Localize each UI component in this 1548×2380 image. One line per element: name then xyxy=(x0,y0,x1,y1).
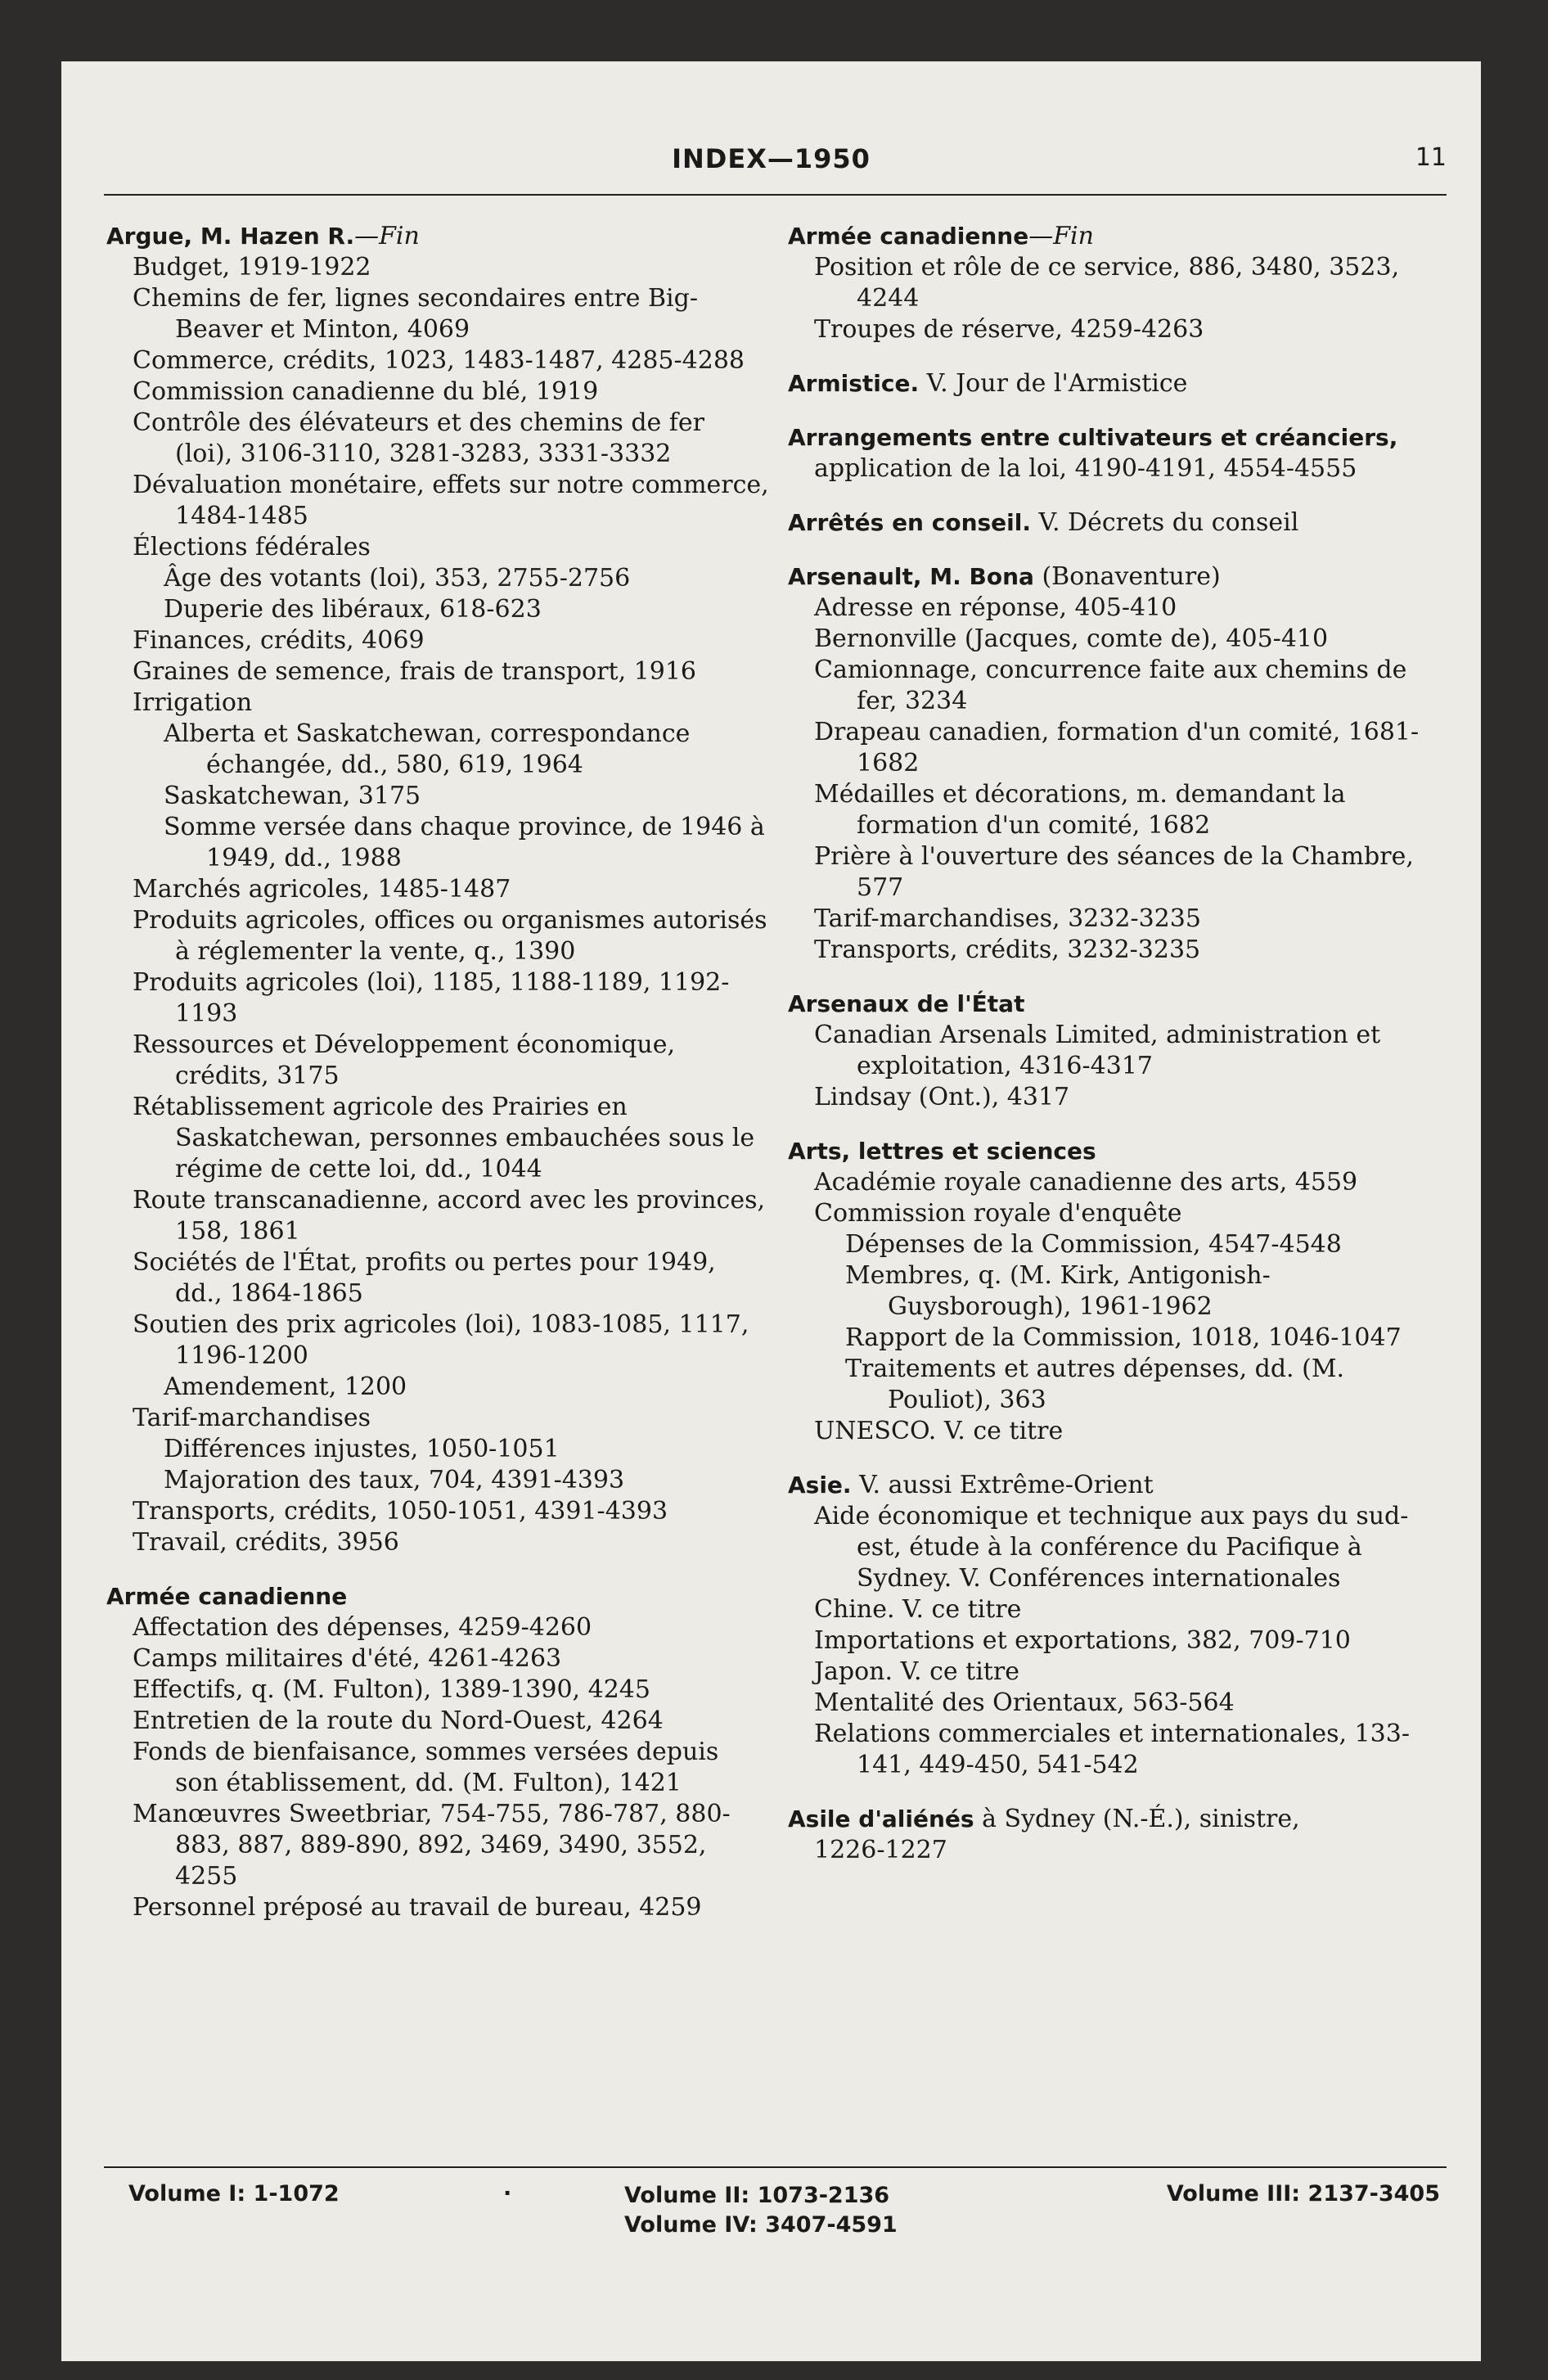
subentry: UNESCO. V. ce titre xyxy=(814,1417,1064,1445)
volume-footer xyxy=(61,2181,1481,2255)
subentry: Camionnage, concurrence faite aux chemins de fer, 3234 xyxy=(814,656,1407,715)
index-entry xyxy=(788,561,1447,966)
subentry: Transports, crédits, 1050-1051, 4391-4393 xyxy=(133,1497,668,1526)
subentry: Japon. V. ce titre xyxy=(814,1657,1019,1686)
index-column-right xyxy=(788,221,1447,1866)
entry-heading-suffix: à Sydney (N.-É.), sinistre, xyxy=(974,1805,1300,1833)
subentry: Tarif-marchandises, 3232-3235 xyxy=(814,904,1201,933)
footer-rule xyxy=(104,2166,1447,2168)
index-entry xyxy=(788,1470,1447,1781)
subentry: Graines de semence, frais de transport, 1916 xyxy=(133,657,697,686)
index-entry xyxy=(788,422,1447,485)
entry-heading xyxy=(788,422,1447,453)
page-number: 11 xyxy=(1415,143,1447,172)
entry-heading-text: Arsenaux de l'État xyxy=(788,990,1025,1017)
entry-heading-text: Arts, lettres et sciences xyxy=(788,1138,1096,1165)
entry-heading-text: Arrangements entre cultivateurs et créanciers, xyxy=(788,424,1398,451)
sub-subentry: Dépenses de la Commission, 4547-4548 xyxy=(845,1230,1342,1259)
sub-subentry: Duperie des libéraux, 618-623 xyxy=(164,595,542,624)
subentry: 1226-1227 xyxy=(814,1836,947,1864)
subentry: Prière à l'ouverture des séances de la Chambre, 577 xyxy=(814,842,1414,902)
entry-heading xyxy=(106,1581,769,1612)
entry-heading xyxy=(788,368,1447,399)
subentry: Chine. V. ce titre xyxy=(814,1595,1022,1624)
subentry: Personnel préposé au travail de bureau, 4259 xyxy=(133,1893,702,1922)
index-entry xyxy=(788,221,1447,345)
subentry: Aide économique et technique aux pays du sud-est, étude à la conférence du Pacifique à Sydney. V. Conférences internationales xyxy=(814,1502,1409,1593)
subentry: Fonds de bienfaisance, sommes versées depuis son établissement, dd. (M. Fulton), 1421 xyxy=(133,1738,719,1797)
subentry: Relations commerciales et internationales, 133-141, 449-450, 541-542 xyxy=(814,1720,1410,1779)
entry-heading-suffix: V. Jour de l'Armistice xyxy=(919,369,1188,398)
subentry: Académie royale canadienne des arts, 4559 xyxy=(814,1168,1358,1197)
sub-subentry: Somme versée dans chaque province, de 1946 à 1949, dd., 1988 xyxy=(164,813,765,872)
entry-heading xyxy=(788,1136,1447,1167)
subentry: Position et rôle de ce service, 886, 3480, 3523, 4244 xyxy=(814,253,1400,313)
entry-heading-text: Argue, M. Hazen R. xyxy=(106,223,355,250)
subentry: Effectifs, q. (M. Fulton), 1389-1390, 4245 xyxy=(133,1675,650,1704)
entry-heading-text: Arsenault, M. Bona xyxy=(788,563,1034,590)
entry-heading-suffix: —Fin xyxy=(1028,222,1094,250)
index-entry xyxy=(788,989,1447,1113)
entry-heading-text: Arrêtés en conseil. xyxy=(788,509,1031,536)
entry-heading xyxy=(788,221,1447,252)
subentry: Adresse en réponse, 405-410 xyxy=(814,593,1177,622)
subentry: application de la loi, 4190-4191, 4554-4555 xyxy=(814,454,1357,483)
index-entry xyxy=(788,1136,1447,1447)
subentry: Route transcanadienne, accord avec les provinces, 158, 1861 xyxy=(133,1186,766,1246)
sub-subentry: Âge des votants (loi), 353, 2755-2756 xyxy=(164,564,631,593)
subentry: Camps militaires d'été, 4261-4263 xyxy=(133,1644,562,1673)
sub-subentry: Traitements et autres dépenses, dd. (M. Pouliot), 363 xyxy=(845,1355,1345,1414)
sub-subentry: Alberta et Saskatchewan, correspondance échangée, dd., 580, 619, 1964 xyxy=(164,719,691,779)
sub-subentry: Amendement, 1200 xyxy=(164,1373,407,1401)
index-entry xyxy=(106,1581,769,1923)
subentry: Médailles et décorations, m. demandant la formation d'un comité, 1682 xyxy=(814,780,1346,840)
subentry: Lindsay (Ont.), 4317 xyxy=(814,1083,1070,1111)
entry-heading-suffix: —Fin xyxy=(354,222,420,250)
entry-heading xyxy=(788,989,1447,1020)
index-entry xyxy=(788,368,1447,399)
subentry: Commerce, crédits, 1023, 1483-1487, 4285-4288 xyxy=(133,346,745,375)
subentry: Mentalité des Orientaux, 563-564 xyxy=(814,1688,1235,1717)
subentry: Marchés agricoles, 1485-1487 xyxy=(133,875,511,904)
subentry: Bernonville (Jacques, comte de), 405-410 xyxy=(814,624,1329,653)
subentry: Contrôle des élévateurs et des chemins de fer (loi), 3106-3110, 3281-3283, 3331-3332 xyxy=(133,408,705,468)
entry-heading-suffix: V. aussi Extrême-Orient xyxy=(851,1471,1154,1499)
index-entry xyxy=(788,507,1447,539)
header-rule xyxy=(104,194,1447,196)
sub-subentry: Différences injustes, 1050-1051 xyxy=(164,1435,560,1463)
subentry: Soutien des prix agricoles (loi), 1083-1085, 1117, 1196-1200 xyxy=(133,1310,749,1370)
sub-subentry: Membres, q. (M. Kirk, Antigonish-Guysborough), 1961-1962 xyxy=(845,1261,1271,1321)
footer-dot: · xyxy=(503,2181,512,2206)
entry-heading-text: Armistice. xyxy=(788,370,920,397)
subentry: Ressources et Développement économique, crédits, 3175 xyxy=(133,1030,675,1090)
volume-2-range: Volume II: 1073-2136 xyxy=(624,2183,890,2208)
subentry: Entretien de la route du Nord-Ouest, 4264 xyxy=(133,1706,664,1735)
index-column-left xyxy=(106,221,769,1923)
subentry: Finances, crédits, 4069 xyxy=(133,626,425,655)
volume-2-4-ranges xyxy=(624,2181,898,2240)
index-page xyxy=(61,61,1481,2361)
subentry: Troupes de réserve, 4259-4263 xyxy=(814,315,1204,344)
subentry: Travail, crédits, 3956 xyxy=(133,1528,399,1557)
entry-heading xyxy=(788,1804,1447,1835)
subentry: Dévaluation monétaire, effets sur notre commerce, 1484-1485 xyxy=(133,471,769,530)
sub-subentry: Saskatchewan, 3175 xyxy=(164,782,421,810)
entry-heading xyxy=(788,507,1447,539)
sub-subentry: Rapport de la Commission, 1018, 1046-1047 xyxy=(845,1323,1402,1352)
subentry: Commission royale d'enquête xyxy=(814,1199,1182,1228)
subentry: Manœuvres Sweetbriar, 754-755, 786-787, 880-883, 887, 889-890, 892, 3469, 3490, 3552, 4255 xyxy=(133,1800,731,1891)
entry-heading xyxy=(106,221,769,252)
subentry: Produits agricoles (loi), 1185, 1188-1189, 1192-1193 xyxy=(133,968,730,1028)
entry-heading-text: Asie. xyxy=(788,1472,852,1499)
subentry: Importations et exportations, 382, 709-710 xyxy=(814,1626,1351,1655)
entry-heading-suffix: (Bonaventure) xyxy=(1033,562,1221,591)
entry-heading xyxy=(788,1470,1447,1501)
entry-heading xyxy=(788,561,1447,593)
sub-subentry: Majoration des taux, 704, 4391-4393 xyxy=(164,1466,625,1494)
subentry: Élections fédérales xyxy=(133,533,371,561)
subentry: Sociétés de l'État, profits ou pertes pour 1949, dd., 1864-1865 xyxy=(133,1248,716,1308)
subentry: Transports, crédits, 3232-3235 xyxy=(814,935,1201,964)
page-title: INDEX—1950 xyxy=(672,143,871,174)
volume-1-range: Volume I: 1-1072 xyxy=(128,2181,340,2206)
subentry: Rétablissement agricole des Prairies en Saskatchewan, personnes embauchées sous le régime de cette loi, dd., 1044 xyxy=(133,1093,755,1183)
subentry: Budget, 1919-1922 xyxy=(133,253,371,282)
page-header xyxy=(61,143,1481,194)
subentry: Tarif-marchandises xyxy=(133,1404,371,1432)
volume-3-range: Volume III: 2137-3405 xyxy=(1166,2181,1440,2206)
entry-heading-text: Armée canadienne xyxy=(788,223,1029,250)
entry-heading-suffix: V. Décrets du conseil xyxy=(1031,508,1299,537)
index-entry xyxy=(788,1804,1447,1866)
subentry: Affectation des dépenses, 4259-4260 xyxy=(133,1613,592,1642)
volume-4-range: Volume IV: 3407-4591 xyxy=(624,2212,898,2238)
index-entry xyxy=(106,221,769,1558)
entry-heading-text: Armée canadienne xyxy=(106,1583,348,1610)
subentry: Canadian Arsenals Limited, administration et exploitation, 4316-4317 xyxy=(814,1021,1381,1080)
subentry: Produits agricoles, offices ou organismes autorisés à réglementer la vente, q., 1390 xyxy=(133,906,767,966)
entry-heading-text: Asile d'aliénés xyxy=(788,1805,974,1832)
subentry: Irrigation xyxy=(133,688,253,717)
subentry: Chemins de fer, lignes secondaires entre Big-Beaver et Minton, 4069 xyxy=(133,284,698,344)
subentry: Commission canadienne du blé, 1919 xyxy=(133,377,599,406)
subentry: Drapeau canadien, formation d'un comité, 1681-1682 xyxy=(814,718,1420,778)
